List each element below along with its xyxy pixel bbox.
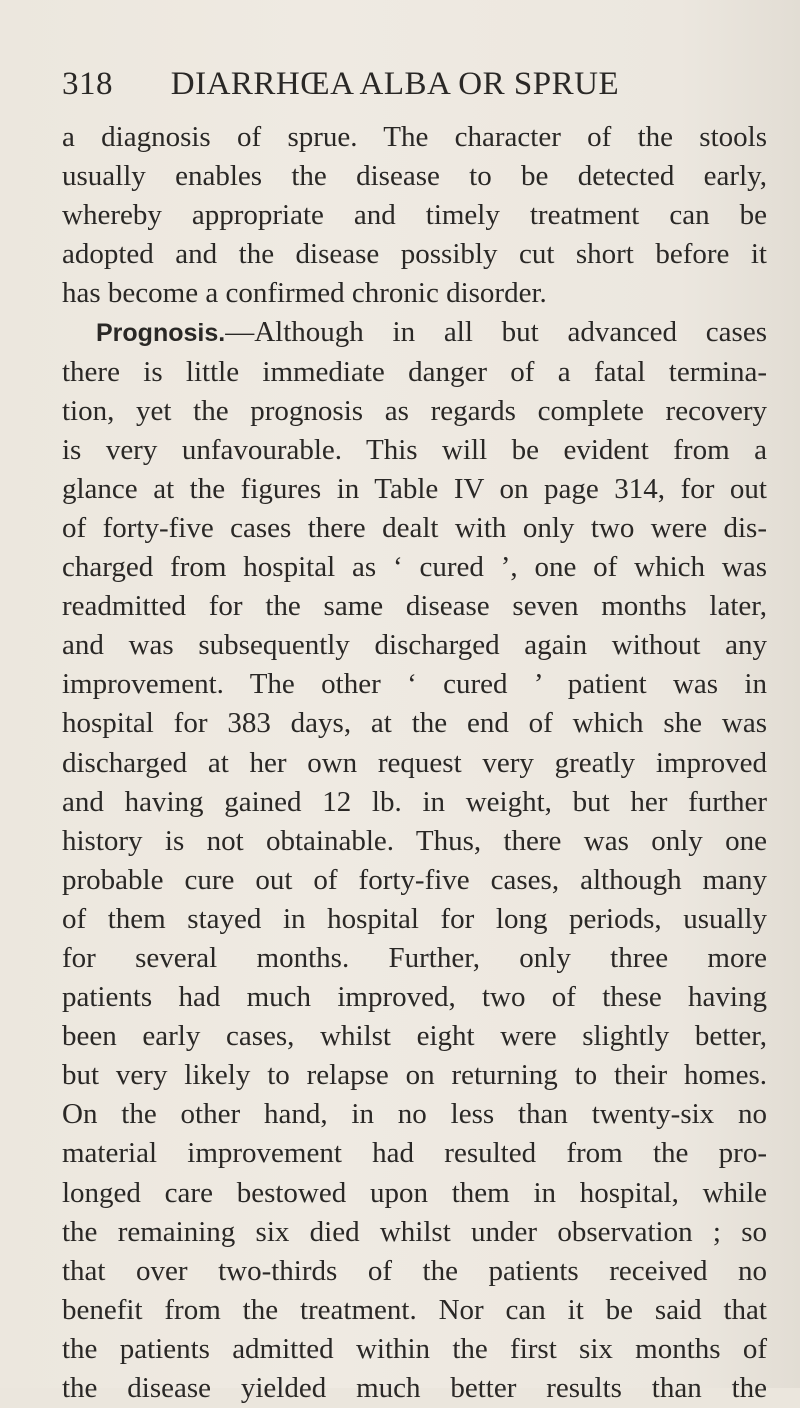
text-line: usually enables the disease to be detected early,: [62, 160, 767, 193]
text-line: material improvement had resulted from the pro-: [62, 1137, 767, 1170]
body-text: [62, 118, 767, 1408]
text-line: longed care bestowed upon them in hospital, while: [62, 1176, 767, 1209]
text-line: probable cure out of forty-five cases, although many: [62, 863, 767, 896]
text-line: been early cases, whilst eight were slightly better,: [62, 1020, 767, 1053]
text-line-remainder: —Although in all but advanced cases: [225, 316, 767, 349]
text-line: of them stayed in hospital for long periods, usually: [62, 902, 767, 935]
text-line: readmitted for the same disease seven months later,: [62, 590, 767, 623]
text-line: whereby appropriate and timely treatment can be: [62, 199, 767, 232]
text-line: for several months. Further, only three more: [62, 941, 767, 974]
text-line: discharged at her own request very greatly improved: [62, 746, 767, 779]
text-line: history is not obtainable. Thus, there was only one: [62, 824, 767, 857]
text-line: the remaining six died whilst under observation ; so: [62, 1215, 767, 1248]
text-line: has become a confirmed chronic disorder.: [62, 277, 547, 310]
text-line: patients had much improved, two of these having: [62, 981, 767, 1014]
text-line: there is little immediate danger of a fatal termina-: [62, 355, 767, 388]
text-line: benefit from the treatment. Nor can it be said that: [62, 1293, 767, 1326]
prognosis-paragraph-first-line: [62, 313, 767, 352]
text-line: tion, yet the prognosis as regards complete recovery: [62, 394, 767, 427]
text-line: and having gained 12 lb. in weight, but her further: [62, 785, 767, 818]
text-line: of forty-five cases there dealt with only two were dis-: [62, 511, 767, 544]
text-line: the patients admitted within the first six months of: [62, 1332, 767, 1365]
text-line: improvement. The other ‘ cured ’ patient was in: [62, 668, 767, 701]
text-line: is very unfavourable. This will be evident from a: [62, 433, 767, 466]
text-line: charged from hospital as ‘ cured ’, one of which was: [62, 551, 767, 584]
text-line: hospital for 383 days, at the end of which she was: [62, 707, 767, 740]
text-line: a diagnosis of sprue. The character of the stools: [62, 121, 767, 153]
page-number: 318: [62, 66, 113, 102]
page-header: [62, 64, 762, 104]
text-line: that over two-thirds of the patients received no: [62, 1254, 767, 1287]
text-line: adopted and the disease possibly cut short before it: [62, 238, 767, 271]
text-line: but very likely to relapse on returning to their homes.: [62, 1059, 767, 1092]
text-line: glance at the figures in Table IV on page 314, for out: [62, 472, 767, 505]
section-heading-prognosis: Prognosis.: [96, 319, 226, 348]
running-title: DIARRHŒA ALBA OR SPRUE: [170, 66, 620, 102]
text-line: and was subsequently discharged again without any: [62, 629, 767, 662]
text-line: the disease yielded much better results than the: [62, 1372, 767, 1404]
text-line: On the other hand, in no less than twenty-six no: [62, 1098, 767, 1131]
